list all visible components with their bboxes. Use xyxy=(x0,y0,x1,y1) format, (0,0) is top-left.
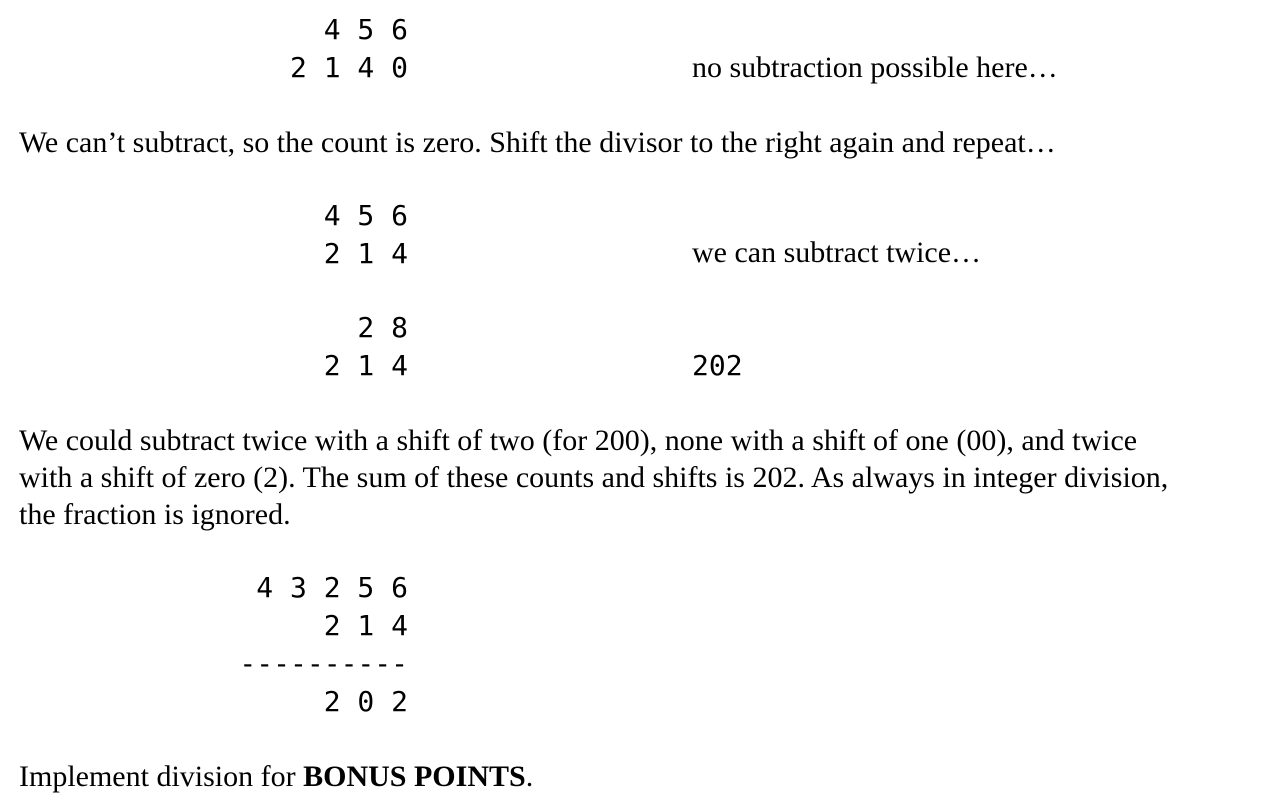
block1-divisor-row: 2 1 4 0 xyxy=(289,51,408,84)
paragraph-3-line xyxy=(19,758,1259,795)
block4-divisor-row: 2 1 4 xyxy=(323,609,408,642)
paragraph-3-suffix: . xyxy=(525,760,534,793)
bonus-points-text: BONUS POINTS xyxy=(303,760,526,793)
block4-dividend-row: 4 3 2 5 6 xyxy=(256,571,408,604)
paragraph-2-line-1: We could subtract twice with a shift of two (for 200), none with a shift of one (00), and twice xyxy=(19,424,1138,457)
paragraph-2 xyxy=(19,422,1259,533)
paragraph-3 xyxy=(19,758,1259,795)
block3-remainder-row: 2 8 xyxy=(357,311,408,344)
paragraph-2-line-2: with a shift of zero (2). The sum of these counts and shifts is 202. As always in integer division, xyxy=(19,461,1169,494)
block3-result: 202 xyxy=(692,349,743,382)
paragraph-1-text: We can’t subtract, so the count is zero. Shift the divisor to the right again and repeat… xyxy=(19,126,1056,159)
block1-note: no subtraction possible here… xyxy=(692,51,1058,84)
block1-dividend-row: 4 5 6 xyxy=(323,13,408,46)
block2-note: we can subtract twice… xyxy=(692,236,982,269)
block4-rule: ---------- xyxy=(239,647,408,680)
block4-quotient-row: 2 0 2 xyxy=(323,685,408,718)
paragraph-1 xyxy=(19,124,1259,161)
paragraph-2-line-3: the fraction is ignored. xyxy=(19,498,291,531)
block2-dividend-row: 4 5 6 xyxy=(323,199,408,232)
paragraph-3-prefix: Implement division for xyxy=(19,760,304,793)
block3-divisor-row: 2 1 4 xyxy=(323,349,408,382)
block2-divisor-row: 2 1 4 xyxy=(323,237,408,270)
